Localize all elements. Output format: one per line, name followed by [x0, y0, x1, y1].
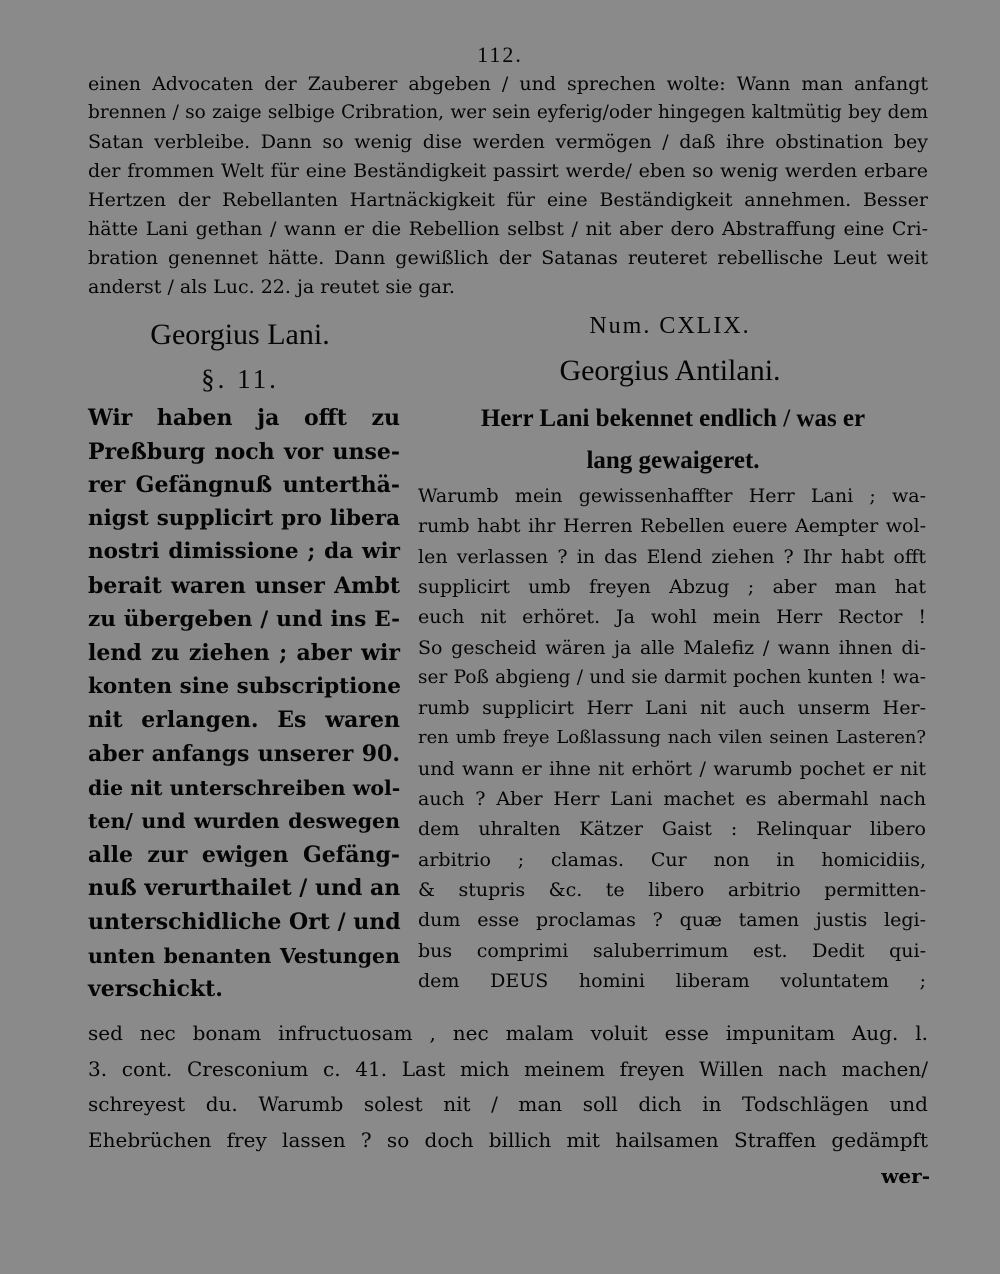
text-line: nostri dimissione ; da wir: [88, 539, 400, 565]
text-line: bration genennet hätte. Dann gewißlich der Satanas reuteret rebellische Leut weit: [88, 247, 928, 269]
text-line: 3. cont. Cresconium c. 41. Last mich meinem freyen Willen nach machen/: [88, 1056, 928, 1081]
text-line: dem uhralten Kätzer Gaist : Relinquar libero: [418, 818, 926, 841]
text-line: anderst / als Luc. 22. ja reutet sie gar.: [88, 276, 455, 298]
text-line: einen Advocaten der Zauberer abgeben / und sprechen wolte: Wann man anfangt: [88, 73, 928, 95]
text-line: hätte Lani gethan / wann er die Rebellion selbst / nit aber dero Abstraffung eine Cri-: [88, 218, 928, 240]
right-column-number: Num. CXLIX.: [589, 313, 751, 339]
text-line: lend zu ziehen ; aber wir: [88, 640, 400, 667]
text-line: der frommen Welt für eine Beständigkeit passirt werde/ eben so wenig werden erbare: [88, 160, 928, 182]
text-line: aber anfangs unserer 90.: [88, 741, 400, 767]
text-line: Preßburg noch vor unse-: [88, 438, 400, 465]
text-line: bus comprimi saluberrimum est. Dedit qui-: [418, 939, 926, 962]
text-line: dum esse proclamas ? quæ tamen justis legi-: [418, 909, 926, 932]
text-line: ren umb freye Loßlassung nach vilen seinen Lasteren?: [418, 727, 926, 749]
left-column-heading: Georgius Lani.: [150, 318, 330, 351]
right-column-heading: Georgius Antilani.: [559, 354, 781, 387]
text-line: Satan verbleibe. Dann so wenig dise werden vermögen / daß ihre obstination bey: [88, 131, 928, 153]
text-line: arbitrio ; clamas. Cur non in homicidiis,: [418, 848, 926, 871]
text-line: Wir haben ja offt zu: [88, 405, 400, 431]
text-line: Warumb mein gewissenhaffter Herr Lani ; wa-: [418, 485, 926, 507]
text-line: sed nec bonam infructuosam , nec malam voluit esse impunitam Aug. l.: [88, 1021, 928, 1045]
text-line: nit erlangen. Es waren: [88, 707, 400, 734]
text-line: alle zur ewigen Gefäng-: [88, 841, 400, 868]
text-line: zu übergeben / und ins E-: [88, 606, 400, 632]
text-line: konten sine subscriptione: [88, 673, 401, 699]
text-line: die nit unterschreiben wol-: [88, 775, 401, 800]
text-line: ten/ und wurden deswegen: [88, 809, 400, 834]
text-line: len verlassen ? in das Elend ziehen ? Ihr habt offt: [418, 545, 926, 568]
text-line: unten benanten Vestungen: [88, 943, 400, 968]
text-line: rer Gefängnuß unterthä-: [88, 472, 400, 499]
text-line: So gescheid wären ja alle Malefiz / wann ihnen di-: [418, 636, 926, 659]
text-line: Ehebrüchen frey lassen ? so doch billich mit hailsamen Straffen gedämpft: [88, 1128, 928, 1153]
text-line: & stupris &c. te libero arbitrio permitten-: [418, 878, 926, 901]
text-line: nuß verurthailet / und an: [88, 875, 401, 902]
text-line: berait waren unser Ambt: [88, 573, 400, 599]
left-column-section-mark: §. 11.: [201, 364, 279, 394]
text-line: verschickt.: [88, 976, 223, 1003]
text-line: rumb supplicirt Herr Lani nit auch unserm Her-: [418, 697, 926, 720]
text-line: brennen / so zaige selbige Cribration, wer sein eyferig/oder hingegen kaltmütig bey dem: [88, 102, 928, 123]
text-line: schreyest du. Warumb solest nit / man soll dich in Todschlägen und: [88, 1092, 928, 1117]
text-line: unterschidliche Ort / und: [88, 909, 401, 935]
text-line: supplicirt umb freyen Abzug ; aber man hat: [418, 575, 926, 598]
text-line: und wann er ihne nit erhört / warumb pochet er nit: [418, 757, 926, 780]
text-line: auch ? Aber Herr Lani machet es abermahl nach: [418, 788, 926, 810]
text-line: nigst supplicirt pro libera: [88, 505, 400, 531]
page-number: 112.: [477, 42, 523, 67]
text-line: rumb habt ihr Herren Rebellen euere Aempter wol-: [418, 515, 926, 538]
right-column-subheading: Herr Lani bekennet endlich / was er: [480, 405, 866, 432]
text-line: euch nit erhöret. Ja wohl mein Herr Rector !: [418, 606, 926, 629]
catchword: wer-: [881, 1164, 930, 1188]
right-column-subheading: lang gewaigeret.: [586, 447, 760, 474]
text-line: Hertzen der Rebellanten Hartnäckigkeit für eine Beständigkeit annehmen. Besser: [88, 189, 928, 211]
text-line: ser Poß abgieng / und sie darmit pochen kunten ! wa-: [418, 666, 926, 688]
text-line: dem DEUS homini liberam voluntatem ;: [418, 969, 926, 992]
